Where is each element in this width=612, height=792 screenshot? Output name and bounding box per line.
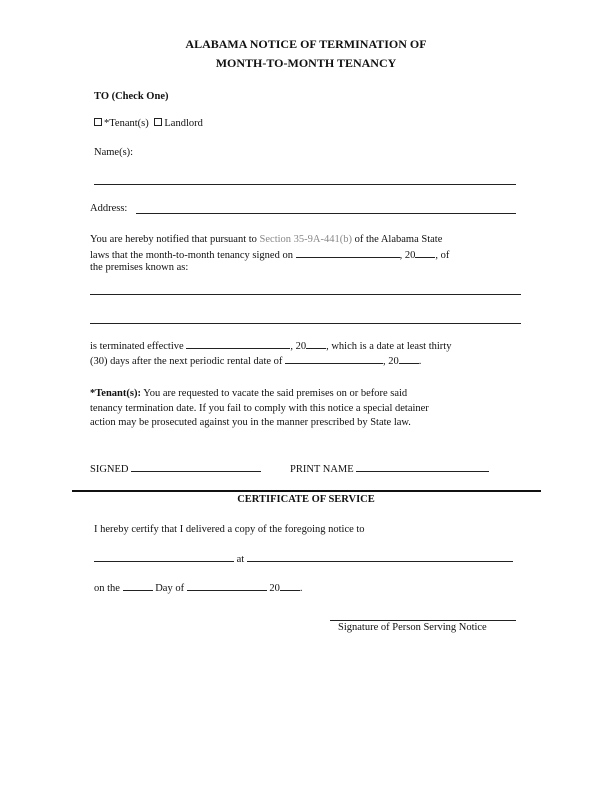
recipient-options (94, 118, 203, 129)
notice-text: . (418, 356, 422, 367)
notice-line-3: the premises known as: (90, 262, 189, 273)
signed-field (90, 462, 261, 475)
on-the-label: on the (94, 583, 120, 594)
signature-caption: Signature of Person Serving Notice (338, 622, 487, 633)
server-signature-line[interactable] (330, 620, 516, 621)
notice-text: You are hereby notified that pursuant to (90, 234, 257, 245)
notice-text: , of (435, 250, 450, 261)
tenancy-signed-date-input[interactable] (296, 248, 400, 258)
premises-input-line-2[interactable] (90, 323, 521, 324)
address-label: Address: (90, 203, 128, 214)
termination-year-input[interactable] (306, 339, 326, 349)
notice-line-1 (90, 234, 442, 245)
section-divider (72, 490, 541, 492)
notice-text: of the Alabama State (354, 234, 443, 245)
service-date-line (94, 581, 302, 594)
print-name-field (290, 462, 489, 475)
signed-label: SIGNED (90, 464, 129, 475)
notice-text: laws that the month-to-month tenancy signed on (90, 250, 293, 261)
tenant-notice-text: You are requested to vacate the said premises on or before said (143, 388, 408, 399)
service-day-input[interactable] (123, 581, 153, 591)
tenancy-signed-year-input[interactable] (415, 248, 435, 258)
tenant-notice-line-1 (90, 388, 407, 399)
names-input-line[interactable] (94, 184, 516, 185)
termination-line-2 (90, 354, 421, 367)
rental-date-input[interactable] (285, 354, 383, 364)
names-label: Name(s): (94, 147, 134, 158)
at-label: at (236, 554, 245, 565)
service-month-input[interactable] (187, 581, 267, 591)
notice-text: (30) days after the next periodic rental date of (90, 356, 283, 367)
rental-year-input[interactable] (399, 354, 419, 364)
delivered-to-input[interactable] (94, 552, 234, 562)
print-name-label: PRINT NAME (290, 464, 354, 475)
landlord-checkbox[interactable] (154, 118, 162, 126)
notice-text: , 20 (383, 356, 399, 367)
document-title-line1: ALABAMA NOTICE OF TERMINATION OF (185, 37, 427, 51)
to-heading: TO (Check One) (94, 91, 169, 102)
print-name-input[interactable] (356, 462, 489, 472)
service-year-input[interactable] (280, 581, 300, 591)
tenant-notice-line-2: tenancy termination date. If you fail to comply with this notice a special detainer (90, 403, 429, 414)
termination-line-1 (90, 339, 451, 352)
year-prefix-label: 20 (269, 583, 280, 594)
termination-date-input[interactable] (186, 339, 290, 349)
tenant-notice-line-3: action may be prosecuted against you in the manner prescribed by State law. (90, 417, 411, 428)
tenant-option-label: *Tenant(s) (104, 118, 149, 129)
notice-text: is terminated effective (90, 341, 184, 352)
premises-input-line-1[interactable] (90, 294, 521, 295)
delivery-line (94, 552, 513, 565)
notice-line-2 (90, 248, 449, 261)
document-title-line2: MONTH-TO-MONTH TENANCY (215, 56, 397, 70)
landlord-option-label: Landlord (164, 118, 203, 129)
delivered-at-input[interactable] (247, 552, 513, 562)
signed-input[interactable] (131, 462, 261, 472)
notice-text: , which is a date at least thirty (326, 341, 452, 352)
address-input-line[interactable] (136, 213, 516, 214)
period: . (299, 583, 303, 594)
notice-text: , 20 (290, 341, 307, 352)
certificate-heading: CERTIFICATE OF SERVICE (237, 494, 375, 505)
tenant-checkbox[interactable] (94, 118, 102, 126)
tenant-notice-label: *Tenant(s): (90, 388, 141, 399)
day-of-label: Day of (155, 583, 185, 594)
certify-text: I hereby certify that I delivered a copy of the foregoing notice to (94, 524, 365, 535)
statute-reference: Section 35-9A-441(b) (259, 234, 352, 245)
notice-text: , 20 (399, 250, 416, 261)
